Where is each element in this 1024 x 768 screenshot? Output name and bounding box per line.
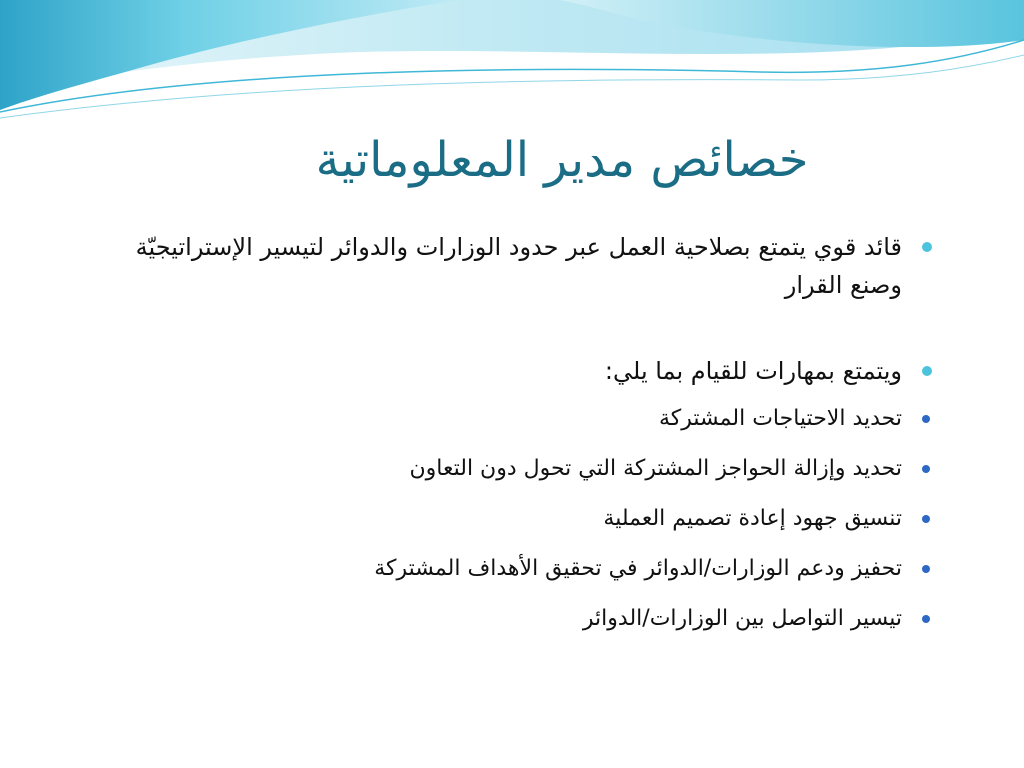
decorative-wave-header — [0, 0, 1024, 130]
sub-bullet-dot-icon — [922, 415, 930, 423]
bullet-text: قائد قوي يتمتع بصلاحية العمل عبر حدود الوزارات والدوائر لتيسير الإستراتيجيّة وصنع القرار — [135, 233, 902, 299]
sub-bullet-dot-icon — [922, 565, 930, 573]
sub-bullet-text: تحفيز ودعم الوزارات/الدوائر في تحقيق الأهداف المشتركة — [374, 556, 902, 581]
bullet-dot-icon — [922, 242, 932, 252]
slide-body — [116, 228, 936, 644]
sub-bullet-text: تحديد وإزالة الحواجز المشتركة التي تحول دون التعاون — [409, 456, 902, 481]
sub-bullet-text: تنسيق جهود إعادة تصميم العملية — [603, 506, 902, 531]
sub-bullet-dot-icon — [922, 515, 930, 523]
slide-title: خصائص مدير المعلوماتية — [315, 132, 809, 188]
sub-bullet-text: تيسير التواصل بين الوزارات/الدوائر — [582, 606, 902, 631]
bullet-item — [116, 352, 936, 390]
bullet-text: ويتمتع بمهارات للقيام بما يلي: — [604, 357, 902, 385]
sub-bullet-item — [116, 594, 936, 644]
sub-bullet-dot-icon — [922, 615, 930, 623]
sub-bullet-item — [116, 444, 936, 494]
sub-bullet-dot-icon — [922, 465, 930, 473]
sub-bullet-item — [116, 394, 936, 444]
bullet-dot-icon — [922, 366, 932, 376]
bullet-item — [116, 228, 936, 304]
sub-bullet-item — [116, 544, 936, 594]
sub-bullet-text: تحديد الاحتياجات المشتركة — [659, 406, 902, 431]
sub-bullet-item — [116, 494, 936, 544]
